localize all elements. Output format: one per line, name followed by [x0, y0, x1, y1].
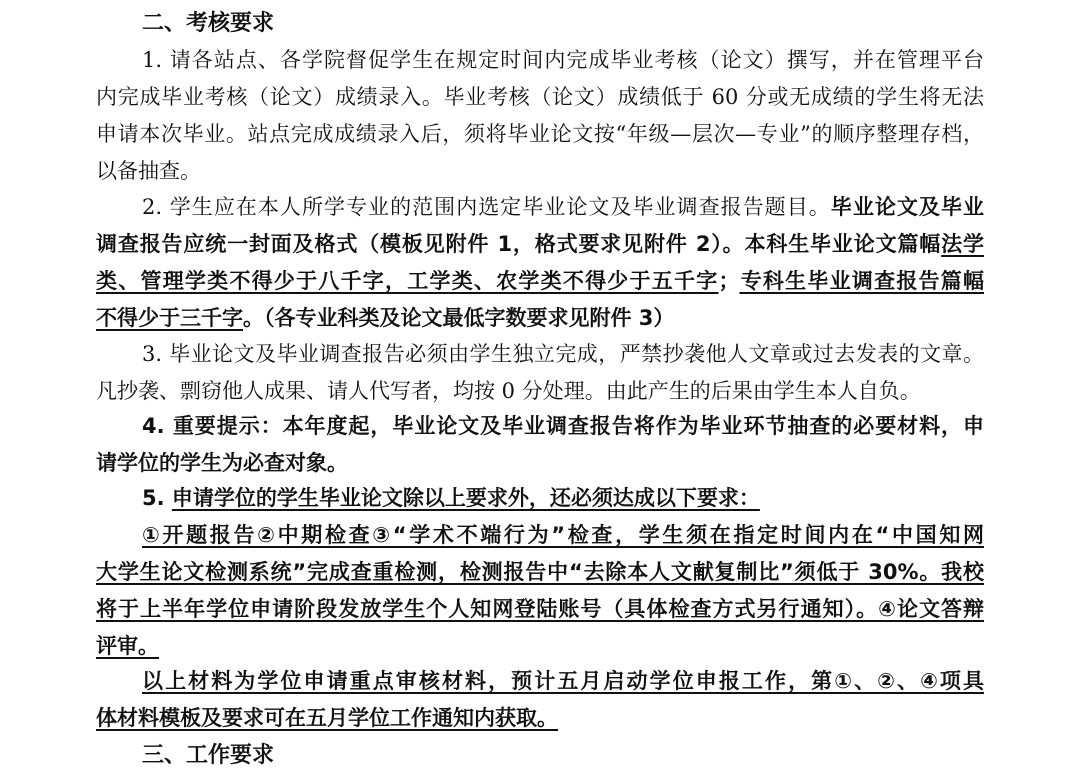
paragraph-summary	[96, 663, 984, 737]
text-line	[96, 263, 984, 300]
text-line: 以备抽查。	[96, 159, 201, 183]
text-line	[96, 189, 984, 226]
text-line: 4. 重要提示：本年度起，毕业论文及毕业调查报告将作为毕业环节抽查的必要材料，申	[142, 414, 984, 438]
text-line: 请学位的学生为必查对象。	[96, 451, 348, 475]
text-line	[96, 226, 984, 263]
text-line: 内完成毕业考核（论文）成绩录入。毕业考核（论文）成绩低于 60 分或无成绩的学生将无法	[96, 85, 984, 109]
text-line: 评审。	[96, 634, 159, 658]
item2-underlined-text: 类、管理学类不得少于八千字，工学类、农学类不得少于五千字	[96, 269, 719, 293]
text-line: 体材料模板及要求可在五月学位工作通知内获取。	[96, 706, 558, 730]
paragraph-item-1	[96, 42, 984, 190]
text-line: 1. 请各站点、各学院督促学生在规定时间内完成毕业考核（论文）撰写，并在管理平台	[142, 48, 984, 72]
item2-bold-text: 。（各专业科类及论文最低字数要求见附件 3）	[243, 306, 675, 330]
paragraph-item-3	[96, 336, 984, 410]
section-heading-requirements: 二、考核要求	[142, 11, 275, 36]
text-line: 凡抄袭、剽窃他人成果、请人代写者，均按 0 分处理。由此产生的后果由学生本人自负。	[96, 379, 921, 403]
text-line: 将于上半年学位申请阶段发放学生个人知网登陆账号（具体检查方式另行通知）。④论文答辩	[96, 597, 984, 621]
item2-separator: ；	[718, 269, 740, 293]
paragraph-item-5	[96, 480, 984, 665]
text-line: 3. 毕业论文及毕业调查报告必须由学生独立完成，严禁抄袭他人文章或过去发表的文章。	[142, 342, 984, 366]
item2-underlined-text: 专科生毕业调查报告篇幅	[739, 269, 984, 293]
paragraph-item-2	[96, 189, 984, 337]
item5-number: 5.	[142, 486, 172, 510]
item2-underlined-text: 不得少于三千字	[96, 306, 243, 330]
text-line	[96, 300, 984, 337]
text-line: ①开题报告②中期检查③“学术不端行为”检查，学生须在指定时间内在“中国知网	[142, 523, 984, 547]
text-line: 以上材料为学位申请重点审核材料，预计五月启动学位申报工作，第①、②、④项具	[142, 669, 984, 693]
item2-text: 2. 学生应在本人所学专业的范围内选定毕业论文及毕业调查报告题目。	[142, 195, 831, 219]
text-line: 申请本次毕业。站点完成成绩录入后，须将毕业论文按“年级—层次—专业”的顺序整理存档，	[96, 122, 984, 146]
section-heading-work-requirements: 三、工作要求	[142, 743, 275, 768]
item2-bold-text: 调查报告应统一封面及格式（模板见附件 1，格式要求见附件 2）。本科生毕业论文篇幅	[96, 232, 942, 256]
item2-bold-text: 毕业论文及毕业	[830, 195, 984, 219]
item5-heading: 申请学位的学生毕业论文除以上要求外，还必须达成以下要求：	[171, 486, 760, 510]
item2-underlined-text: 法学	[941, 232, 984, 256]
text-line: 大学生论文检测系统”完成查重检测，检测报告中“去除本人文献复制比”须低于 30%。我校	[96, 560, 984, 584]
paragraph-item-4	[96, 408, 984, 482]
text-line	[96, 480, 984, 517]
